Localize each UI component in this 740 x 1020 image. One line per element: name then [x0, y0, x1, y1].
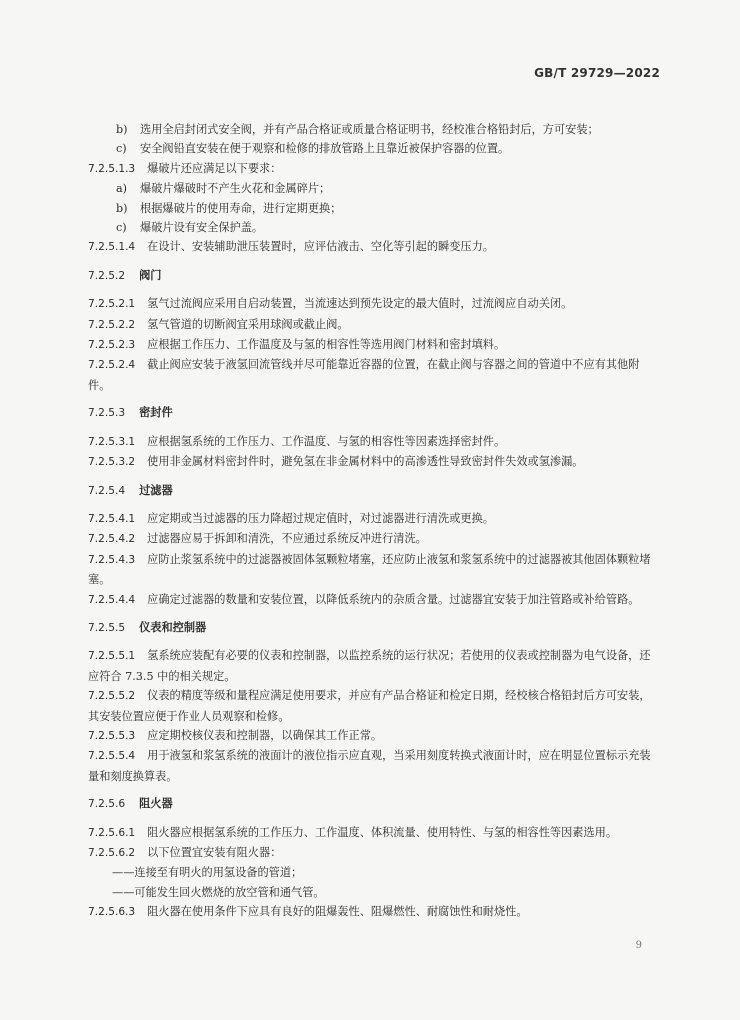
clause-text: 使用非金属材料密封件时，避免氢在非金属材料中的高渗透性导致密封件失效或氢渗漏。: [147, 455, 584, 469]
clause: [88, 902, 658, 922]
clause-number: 7.2.5.4.4: [88, 593, 136, 606]
section-number: 7.2.5.5: [88, 621, 126, 634]
clause: [88, 590, 658, 610]
list-item-text: 安全阀铅直安装在便于观察和检修的排放管路上且靠近被保护容器的位置。: [140, 142, 510, 156]
list-item: [88, 218, 658, 237]
section-number: 7.2.5.2: [88, 269, 126, 282]
clause-number: 7.2.5.5.4: [88, 750, 136, 763]
clause: [88, 432, 658, 452]
clause: [88, 646, 658, 686]
clause-number: 7.2.5.3.1: [88, 435, 136, 448]
clause-number: 7.2.5.6.1: [88, 826, 136, 839]
clause-number: 7.2.5.3.2: [88, 456, 136, 469]
clause-text: 截止阀应安装于液氢回流管线并尽可能靠近容器的位置，在截止阀与容器之间的管道中不应有其他附件。: [88, 358, 640, 392]
clause-number: 7.2.5.4.1: [88, 512, 136, 525]
clause-text: 氢系统应装配有必要的仪表和控制器，以监控系统的运行状况；若使用的仪表或控制器为电气设备，还应符合 7.3.5 中的相关规定。: [88, 649, 651, 683]
clause: [88, 355, 658, 395]
clause-number: 7.2.5.1.3: [88, 162, 136, 175]
dash-list-item: [88, 863, 658, 882]
dash-item-text: ——连接至有明火的用氢设备的管道；: [112, 866, 303, 880]
clause: [88, 237, 658, 257]
list-marker: a): [116, 182, 128, 196]
clause-number: 7.2.5.2.1: [88, 298, 136, 311]
clause-number: 7.2.5.1.4: [88, 241, 136, 254]
section-heading: [88, 266, 658, 286]
clause-number: 7.2.5.2.4: [88, 359, 136, 372]
clause-text: 氢气管道的切断阀宜采用球阀或截止阀。: [147, 317, 349, 331]
section-title: 仪表和控制器: [139, 620, 207, 634]
page-number: 9: [635, 940, 642, 951]
standard-code: GB/T 29729—2022: [534, 66, 660, 80]
list-marker: b): [116, 201, 128, 215]
section-title: 阀门: [139, 268, 162, 282]
section-heading: [88, 403, 658, 423]
clause-text: 应定期或当过滤器的压力降超过规定值时，对过滤器进行清洗或更换。: [147, 511, 494, 525]
clause-number: 7.2.5.5.1: [88, 650, 136, 663]
list-item-text: 爆破片爆破时不产生火花和金属碎片；: [140, 182, 331, 196]
clause-text: 阻火器在使用条件下应具有良好的阻爆轰性、阻爆燃性、耐腐蚀性和耐烧性。: [147, 905, 528, 919]
clause: [88, 509, 658, 529]
clause: [88, 550, 658, 590]
clause-text: 氢气过流阀应采用自启动装置，当流速达到预先设定的最大值时，过流阀应自动关闭。: [147, 297, 573, 311]
list-item: [88, 199, 658, 218]
clause-number: 7.2.5.2.2: [88, 318, 136, 331]
clause-text: 应确定过滤器的数量和安装位置，以降低系统内的杂质含量。过滤器宜安装于加注管路或补给管路。: [147, 592, 640, 606]
list-item: [88, 120, 658, 139]
clause: [88, 335, 658, 355]
clause-number: 7.2.5.5.3: [88, 729, 136, 742]
clause-text: 爆破片还应满足以下要求：: [147, 161, 282, 175]
clause: [88, 315, 658, 335]
clause-number: 7.2.5.4.3: [88, 553, 136, 566]
clause-text: 以下位置宜安装有阻火器：: [147, 846, 282, 859]
clause-text: 用于液氢和浆氢系统的液面计的液位指示应直观，当采用刻度转换式液面计时，应在明显位置标示充装量和刻度换算表。: [88, 749, 651, 783]
list-marker: c): [116, 221, 127, 235]
dash-list-item: [88, 883, 658, 902]
clause: [88, 726, 658, 746]
clause-number: 7.2.5.6.2: [88, 847, 136, 859]
list-marker: c): [116, 142, 127, 156]
clause: [88, 746, 658, 786]
clause: [88, 823, 658, 843]
clause-text: 应定期校核仪表和控制器，以确保其工作正常。: [147, 728, 383, 742]
clause: [88, 686, 658, 726]
clause-number: 7.2.5.4.2: [88, 533, 136, 546]
section-title: 过滤器: [139, 483, 173, 497]
section-heading: [88, 618, 658, 638]
section-number: 7.2.5.3: [88, 407, 126, 420]
clause-number: 7.2.5.2.3: [88, 339, 136, 352]
list-item-text: 选用全启封闭式安全阀，并有产品合格证或质量合格证明书，经校准合格铅封后，方可安装；: [140, 123, 599, 136]
clause: [88, 159, 658, 179]
list-item: [88, 179, 658, 198]
clause: [88, 529, 658, 549]
clause: [88, 452, 658, 472]
section-number: 7.2.5.4: [88, 484, 126, 497]
section-title: 阻火器: [139, 797, 173, 811]
clause: [88, 843, 658, 863]
clause-text: 在设计、安装辅助泄压装置时，应评估液击、空化等引起的瞬变压力。: [147, 240, 494, 254]
clause-text: 应防止浆氢系统中的过滤器被固体氢颗粒堵塞，还应防止液氢和浆氢系统中的过滤器被其他固体颗粒堵塞。: [88, 552, 651, 587]
clause-text: 应根据氢系统的工作压力、工作温度、与氢的相容性等因素选择密封件。: [147, 434, 506, 448]
list-item-text: 爆破片设有安全保护盖。: [140, 221, 264, 235]
clause-text: 仪表的精度等级和量程应满足使用要求，并应有产品合格证和检定日期，经校核合格铅封后方可安装，其安装位置应便于作业人员观察和检修。: [88, 689, 651, 723]
clause: [88, 294, 658, 314]
clause-text: 过滤器应易于拆卸和清洗，不应通过系统反冲进行清洗。: [147, 532, 427, 546]
clause-text: 应根据工作压力、工作温度及与氢的相容性等选用阀门材料和密封填料。: [147, 338, 506, 352]
document-body: [88, 120, 658, 923]
section-heading: [88, 794, 658, 814]
section-number: 7.2.5.6: [88, 798, 126, 811]
section-heading: [88, 481, 658, 501]
clause-number: 7.2.5.5.2: [88, 690, 136, 703]
list-item: [88, 139, 658, 158]
clause-number: 7.2.5.6.3: [88, 906, 136, 919]
list-item-text: 根据爆破片的使用寿命，进行定期更换；: [140, 201, 342, 215]
clause-text: 阻火器应根据氢系统的工作压力、工作温度、体积流量、使用特性、与氢的相容性等因素选用。: [147, 825, 618, 839]
section-title: 密封件: [139, 406, 173, 420]
list-marker: b): [116, 123, 128, 136]
dash-item-text: ——可能发生回火燃烧的放空管和通气管。: [112, 885, 325, 899]
